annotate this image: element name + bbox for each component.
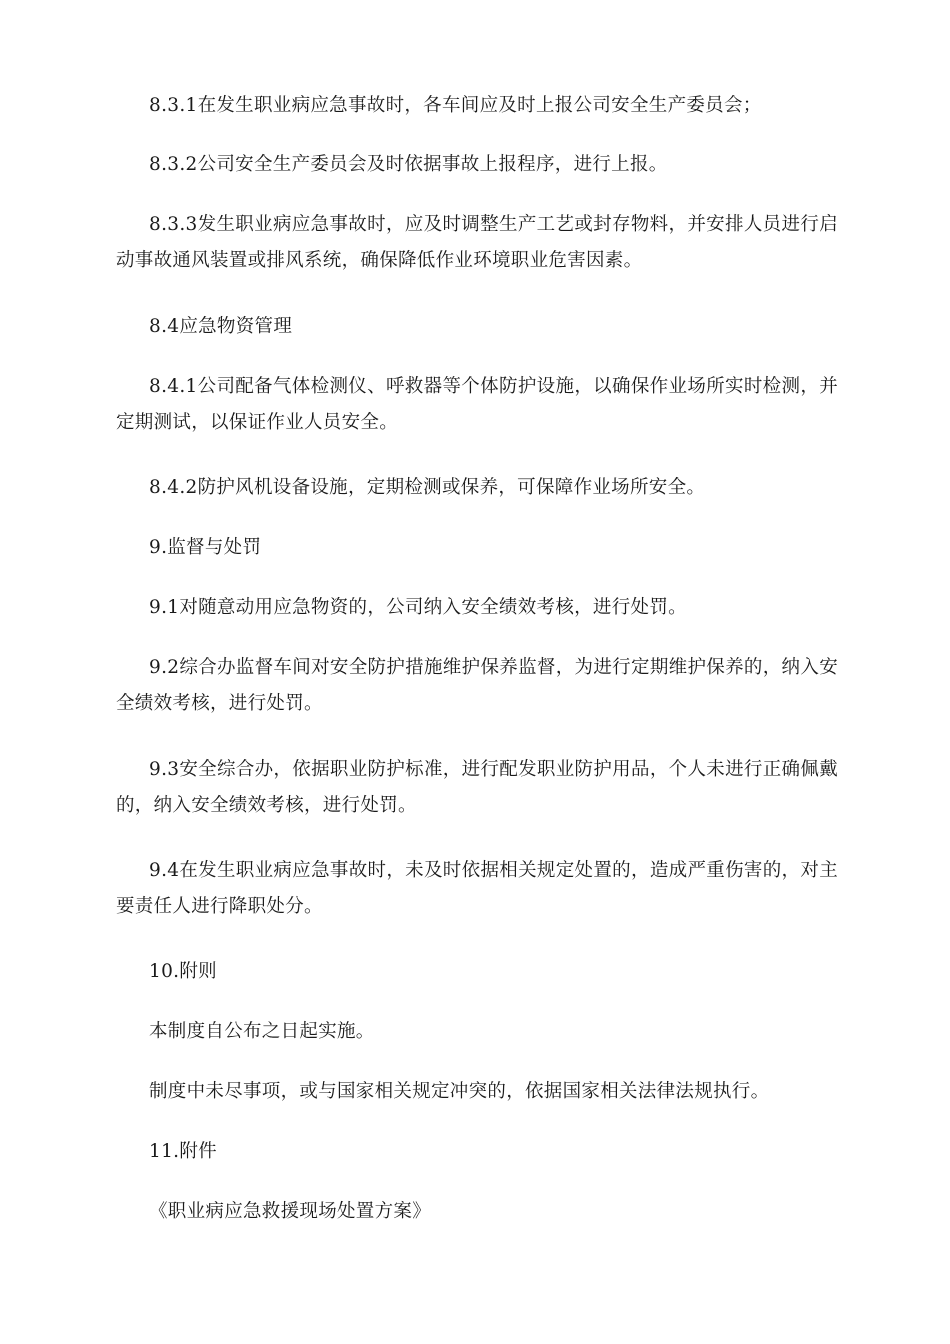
paragraph-9-1: 9.1对随意动用应急物资的，公司纳入安全绩效考核，进行处罚。 [149,597,687,618]
paragraph-9-3: 9.3安全综合办，依据职业防护标准，进行配发职业防护用品，个人未进行正确佩戴的，纳入安全绩效考核，进行处罚。 [116,759,838,816]
attachment-title: 《职业病应急救援现场处置方案》 [149,1201,432,1222]
paragraph-8-3-2: 8.3.2公司安全生产委员会及时依据事故上报程序，进行上报。 [149,154,668,175]
paragraph-effective: 本制度自公布之日起实施。 [149,1021,375,1042]
heading-10: 10.附则 [149,961,217,982]
paragraph-8-4-1: 8.4.1公司配备气体检测仪、呼救器等个体防护设施，以确保作业场所实时检测，并定期测试，以保证作业人员安全。 [116,376,838,433]
paragraph-9-2: 9.2综合办监督车间对安全防护措施维护保养监督，为进行定期维护保养的，纳入安全绩效考核，进行处罚。 [116,657,838,714]
paragraph-8-4-2: 8.4.2防护风机设备设施，定期检测或保养，可保障作业场所安全。 [149,477,706,498]
paragraph-8-3-3: 8.3.3发生职业病应急事故时，应及时调整生产工艺或封存物料，并安排人员进行启动事故通风装置或排风系统，确保降低作业环境职业危害因素。 [116,214,838,271]
paragraph-unresolved-matters: 制度中未尽事项，或与国家相关规定冲突的，依据国家相关法律法规执行。 [149,1081,770,1102]
heading-11: 11.附件 [149,1141,217,1162]
paragraph-8-3-1: 8.3.1在发生职业病应急事故时，各车间应及时上报公司安全生产委员会； [149,95,762,116]
heading-8-4: 8.4应急物资管理 [149,316,293,337]
paragraph-9-4: 9.4在发生职业病应急事故时，未及时依据相关规定处置的，造成严重伤害的，对主要责任人进行降职处分。 [116,860,838,917]
heading-9: 9.监督与处罚 [149,537,262,558]
